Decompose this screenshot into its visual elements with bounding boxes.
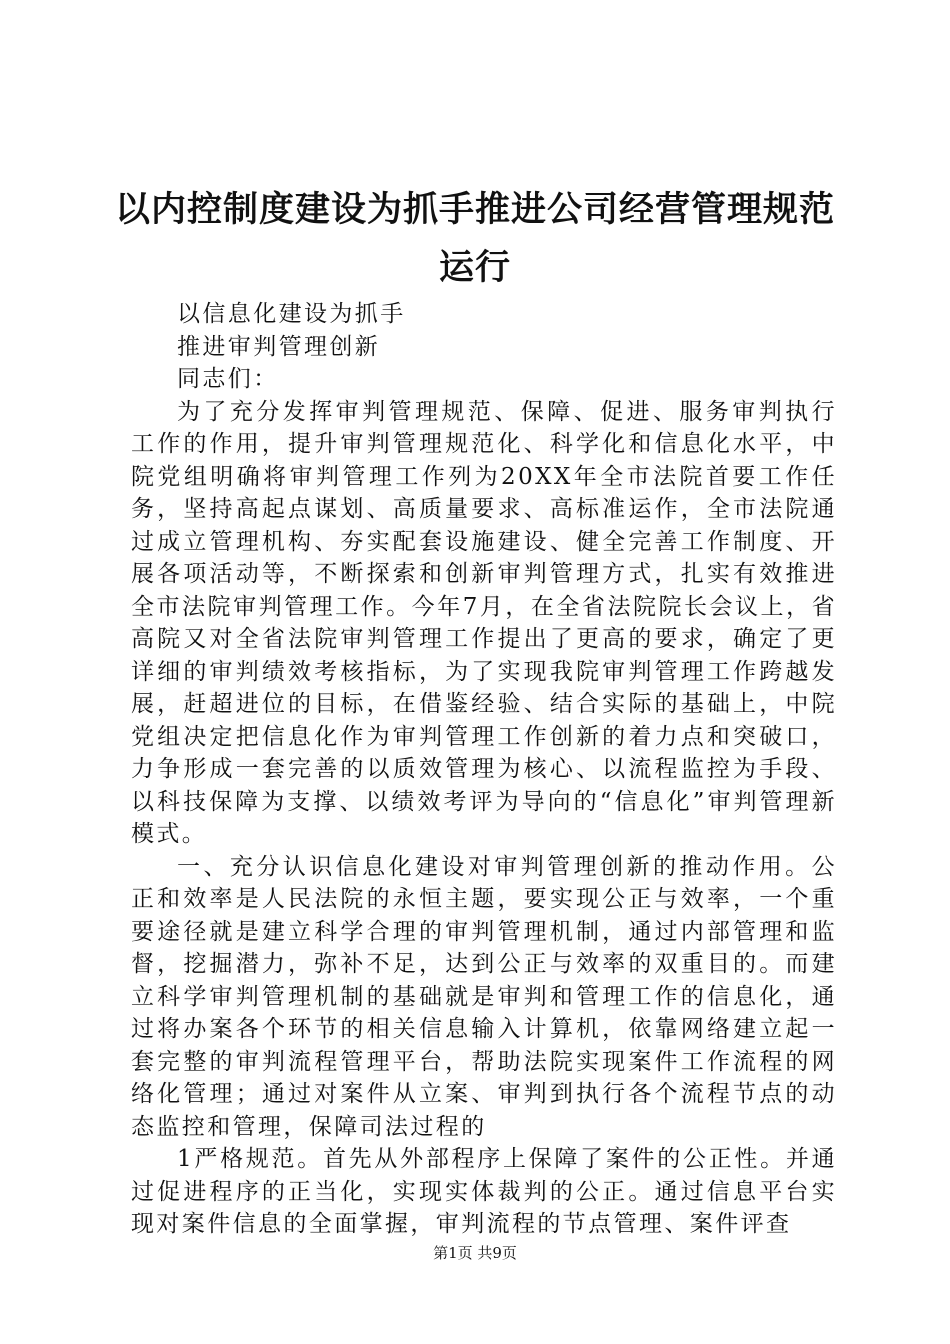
paragraph-2: 一、充分认识信息化建设对审判管理创新的推动作用。公正和效率是人民法院的永恒主题，要实现公正与效率，一个重要途径就是建立科学合理的审判管理机制，通过内部管理和监督，挖掘潜力，弥补不足，达到公正与效率的双重目的。而建立科学审判管理机制的基础就是审判和管理工作的信息化，通过将办案各个环节的相关信息输入计算机，依靠网络建立起一套完整的审判流程管理平台，帮助法院实现案件工作流程的网络化管理；通过对案件从立案、审判到执行各个流程节点的动态监控和管理，保障司法过程的 [131,853,837,1140]
paragraph-1: 为了充分发挥审判管理规范、保障、促进、服务审判执行工作的作用，提升审判管理规范化、科学化和信息化水平，中院党组明确将审判管理工作列为20XX年全市法院首要工作任务，坚持高起点谋划、高质量要求、高标准运作，全市法院通过成立管理机构、夯实配套设施建设、健全完善工作制度、开展各项活动等，不断探索和创新审判管理方式，扎实有效推进全市法院审判管理工作。今年7月，在全省法院院长会议上，省高院又对全省法院审判管理工作提出了更高的要求，确定了更详细的审判绩效考核指标，为了实现我院审判管理工作跨越发展，赶超进位的目标，在借鉴经验、结合实际的基础上，中院党组决定把信息化作为审判管理工作创新的着力点和突破口，力争形成一套完善的以质效管理为核心、以流程监控为手段、以科技保障为支撑、以绩效考评为导向的“信息化”审判管理新模式。 [131,398,837,847]
subtitle-line-1: 以信息化建设为抓手 [177,301,406,327]
subtitle-line-2: 推进审判管理创新 [177,333,381,360]
page-footer: 第1页 共9页 [433,1244,517,1262]
document-title-line-1: 以内控制度建设为抓手推进公司经营管理规范 [114,190,835,230]
document-title-line-2: 运行 [438,248,511,288]
paragraph-3: 1严格规范。首先从外部程序上保障了案件的公正性。并通过促进程序的正当化，实现实体裁判的公正。通过信息平台实现对案件信息的全面掌握，审判流程的节点管理、案件评查 [131,1146,837,1237]
greeting: 同志们： [177,366,279,392]
document-body [131,298,837,1241]
